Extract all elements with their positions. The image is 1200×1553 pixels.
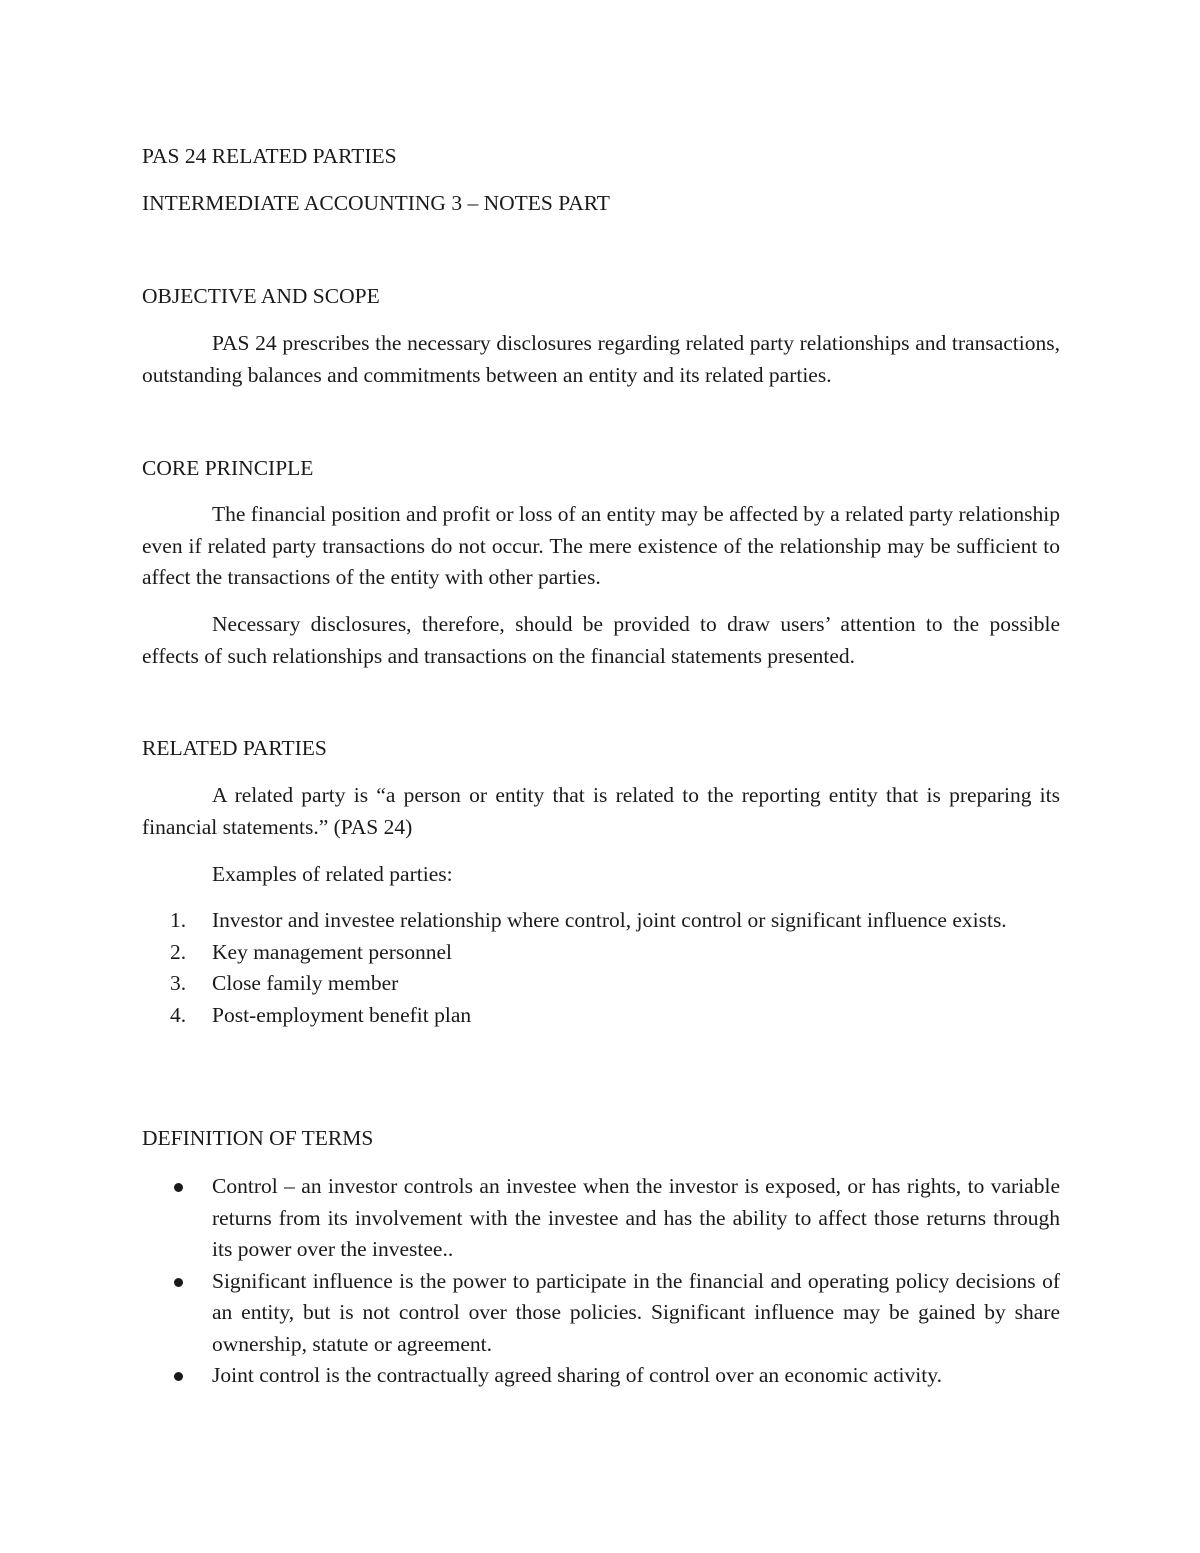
list-number: 4. bbox=[170, 1002, 187, 1027]
list-number: 1. bbox=[170, 908, 187, 932]
list-item bbox=[142, 937, 1060, 969]
heading-definition-of-terms: DEFINITION OF TERMS bbox=[142, 1126, 374, 1150]
bullet-icon bbox=[174, 1372, 183, 1381]
list-item bbox=[142, 1171, 1060, 1266]
bullet-icon bbox=[174, 1183, 183, 1192]
bullet-icon bbox=[174, 1278, 183, 1287]
paragraph-core-principle-2: Necessary disclosures, therefore, should be provided to draw users’ attention to the possible effects of such relationships and transactions on the financial statements presented. bbox=[142, 612, 1060, 668]
list-item-text: Investor and investee relationship where control, joint control or significant influence exists. bbox=[212, 908, 1007, 932]
list-item-text: Post-employment benefit plan bbox=[212, 1002, 472, 1027]
examples-label: Examples of related parties: bbox=[212, 862, 453, 886]
document-title: PAS 24 RELATED PARTIES bbox=[142, 144, 397, 168]
list-item-text: Close family member bbox=[212, 971, 399, 995]
list-item-text: Control – an investor controls an investee when the investor is exposed, or has rights, to variable returns from its involvement with the investee and has the ability to affect those returns through its power over the investee.. bbox=[212, 1174, 1060, 1261]
list-item-text: Joint control is the contractually agreed sharing of control over an economic activity. bbox=[212, 1363, 942, 1387]
list-item bbox=[142, 1266, 1060, 1361]
definitions-list bbox=[142, 1171, 1060, 1392]
list-item bbox=[142, 905, 1060, 937]
list-item bbox=[142, 968, 1060, 1000]
list-item bbox=[142, 1000, 1060, 1032]
list-number: 2. bbox=[170, 939, 187, 964]
examples-list bbox=[142, 905, 1060, 1031]
list-item bbox=[142, 1360, 1060, 1392]
heading-core-principle: CORE PRINCIPLE bbox=[142, 456, 314, 480]
list-item-text: Significant influence is the power to participate in the financial and operating policy decisions of an entity, but is not control over those policies. Significant influence may be gained by share ownership, statute or agreement. bbox=[212, 1268, 1060, 1356]
paragraph-related-party-definition: A related party is “a person or entity that is related to the reporting entity that is preparing its financial statements.” (PAS 24) bbox=[142, 783, 1060, 839]
heading-objective-scope: OBJECTIVE AND SCOPE bbox=[142, 284, 380, 308]
heading-related-parties: RELATED PARTIES bbox=[142, 736, 327, 760]
paragraph-core-principle-1: The financial position and profit or loss of an entity may be affected by a related party relationship even if related party transactions do not occur. The mere existence of the relationship may be sufficient to affect the transactions of the entity with other parties. bbox=[142, 502, 1060, 589]
paragraph-objective-scope: PAS 24 prescribes the necessary disclosures regarding related party relationships and transactions, outstanding balances and commitments between an entity and its related parties. bbox=[142, 331, 1060, 387]
document-subtitle: INTERMEDIATE ACCOUNTING 3 – NOTES PART bbox=[142, 191, 610, 215]
list-number: 3. bbox=[170, 971, 187, 995]
list-item-text: Key management personnel bbox=[212, 939, 452, 964]
